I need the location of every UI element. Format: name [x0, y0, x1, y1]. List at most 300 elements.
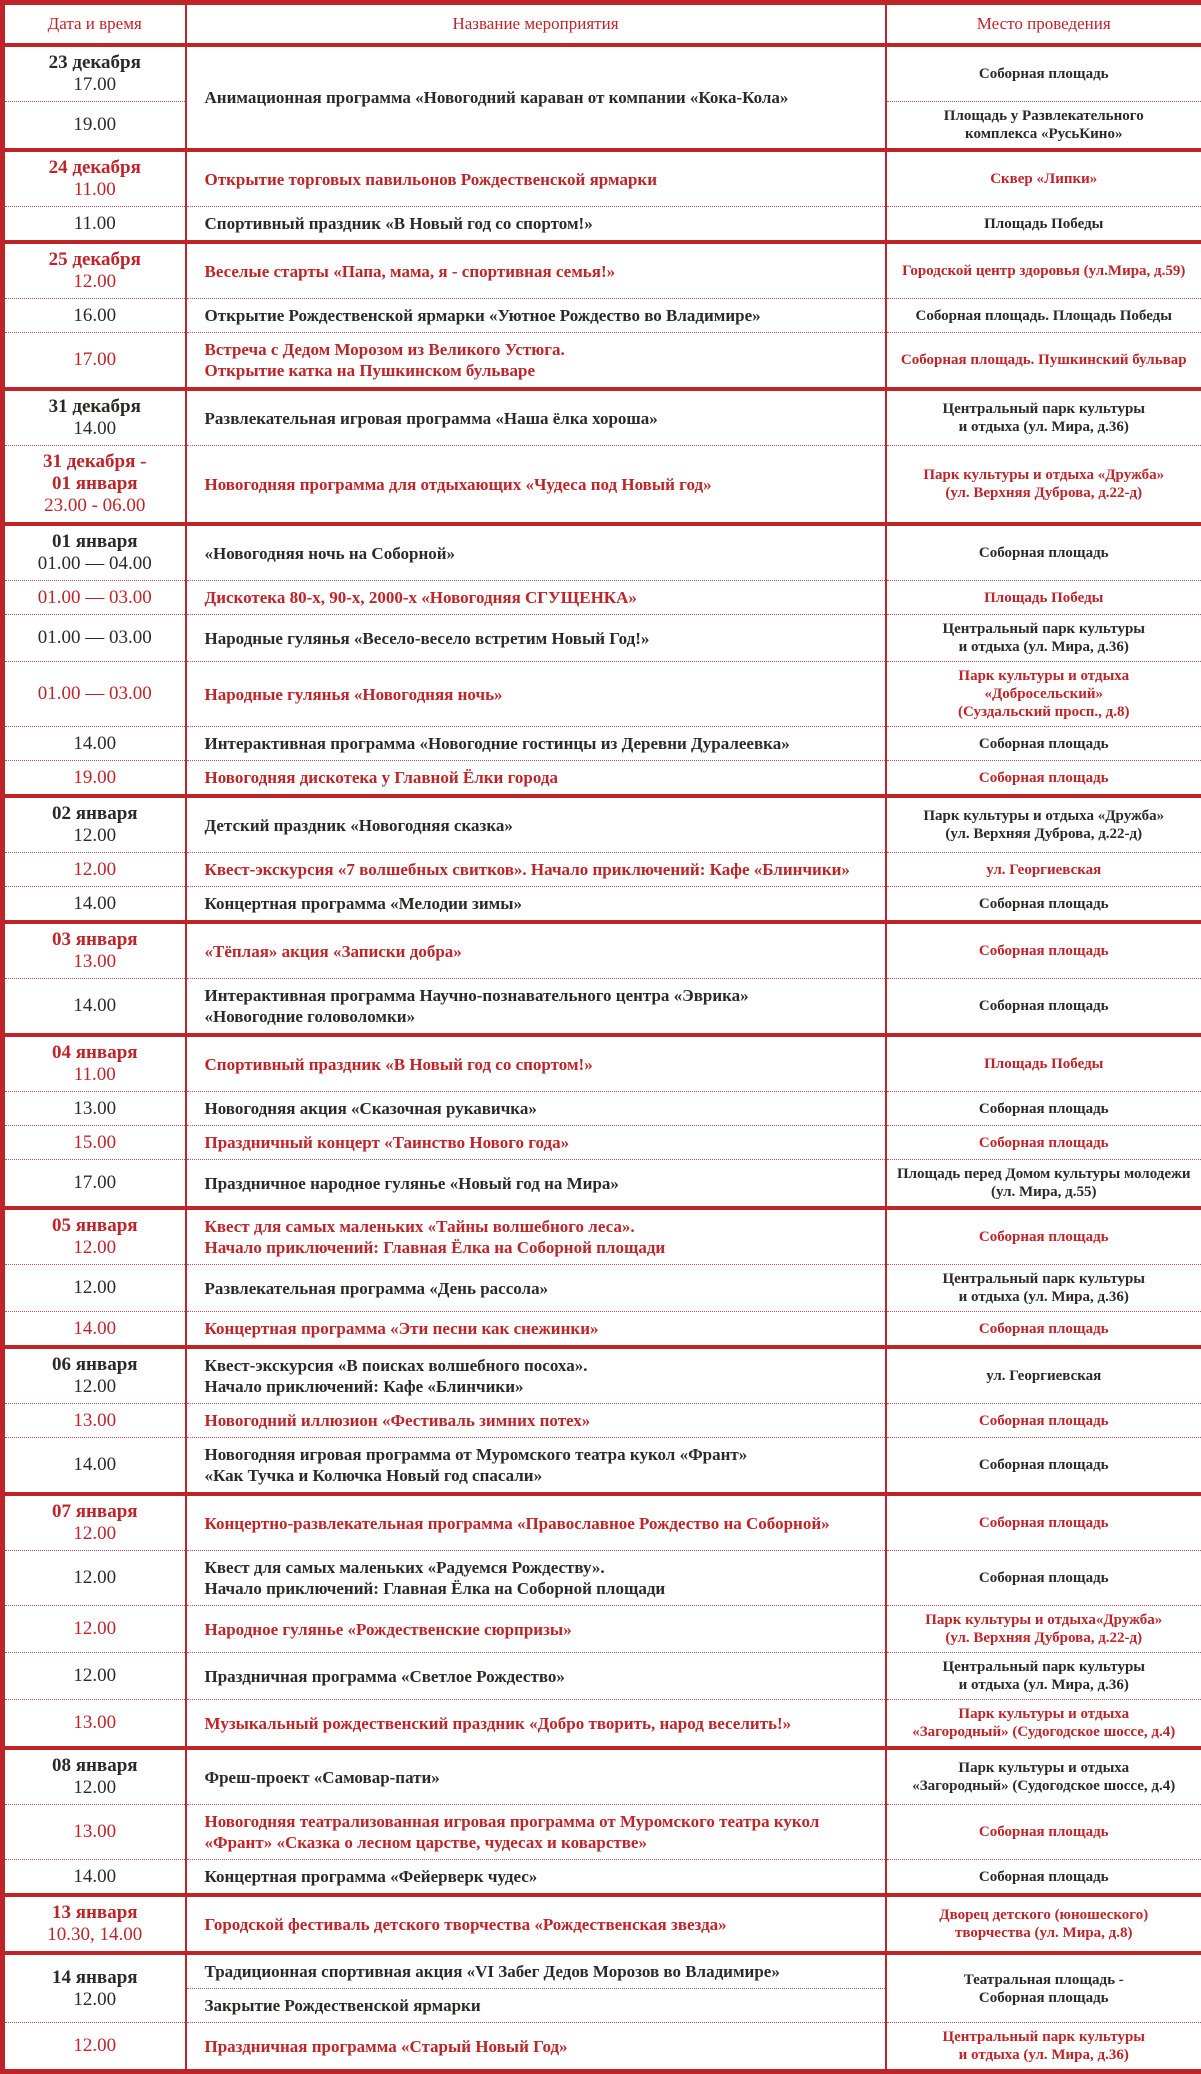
venue-name: Соборная площадь — [895, 1868, 1194, 1886]
date-time-cell — [3, 1700, 186, 1749]
table-row — [3, 887, 1201, 923]
venue-name: Соборная площадь — [895, 942, 1194, 960]
venue-cell — [886, 1035, 1201, 1092]
date-time-cell — [3, 1035, 186, 1092]
event-name: Квест-экскурсия «В поисках волшебного посоха». Начало приключений: Кафе «Блинчики» — [205, 1355, 875, 1397]
day-group — [3, 1035, 1201, 1208]
header-row — [3, 3, 1201, 46]
event-name: Открытие торговых павильонов Рождественской ярмарки — [205, 169, 875, 190]
date-time-cell — [3, 242, 186, 299]
date-time-cell — [3, 1265, 186, 1312]
day-group — [3, 1208, 1201, 1347]
table-row — [3, 979, 1201, 1036]
day-group — [3, 1895, 1201, 1953]
event-name: Фреш-проект «Самовар-пати» — [205, 1767, 875, 1788]
table-row — [3, 662, 1201, 727]
event-name: Новогодняя дискотека у Главной Ёлки города — [205, 767, 875, 788]
event-name-cell — [186, 1989, 886, 2023]
table-row — [3, 1126, 1201, 1160]
event-name-cell — [186, 333, 886, 390]
date-time-cell — [3, 1404, 186, 1438]
date-time-cell — [3, 333, 186, 390]
event-name: Открытие Рождественской ярмарки «Уютное Рождество во Владимире» — [205, 305, 875, 326]
table-row — [3, 615, 1201, 662]
event-name-cell — [186, 1160, 886, 1209]
venue-name: Дворец детского (юношеского) творчества (ул. Мира, д.8) — [895, 1906, 1194, 1942]
table-row — [3, 333, 1201, 390]
date-time-cell — [3, 1160, 186, 1209]
day-group — [3, 1748, 1201, 1895]
event-name: Традиционная спортивная акция «VI Забег Дедов Морозов во Владимире» — [205, 1961, 875, 1982]
table-row — [3, 1606, 1201, 1653]
event-name-cell — [186, 1895, 886, 1953]
event-name-cell — [186, 1092, 886, 1126]
venue-name: Соборная площадь — [895, 997, 1194, 1015]
event-name-cell — [186, 1953, 886, 1989]
event-name-cell — [186, 45, 886, 150]
time-label: 01.00 — 03.00 — [9, 683, 181, 705]
date-time-cell — [3, 299, 186, 333]
date-time-cell — [3, 922, 186, 979]
event-name-cell — [186, 1860, 886, 1896]
table-row — [3, 1404, 1201, 1438]
table-row — [3, 2023, 1201, 2072]
time-label: 12.00 — [9, 1618, 181, 1640]
table-row — [3, 1160, 1201, 1209]
venue-name: Соборная площадь — [895, 1514, 1194, 1532]
date-label: 01 января — [9, 531, 181, 553]
venue-name: Площадь Победы — [895, 1055, 1194, 1073]
table-row — [3, 1953, 1201, 1989]
event-name-cell — [186, 887, 886, 923]
venue-name: Центральный парк культуры и отдыха (ул. Мира, д.36) — [895, 1270, 1194, 1306]
date-time-cell — [3, 45, 186, 102]
event-name: Городской фестиваль детского творчества «Рождественская звезда» — [205, 1914, 875, 1935]
event-name: Анимационная программа «Новогодний караван от компании «Кока-Кола» — [205, 87, 875, 108]
date-time-cell — [3, 727, 186, 761]
table-row — [3, 1347, 1201, 1404]
time-label: 12.00 — [9, 1665, 181, 1687]
time-label: 12.00 — [9, 1376, 181, 1398]
venue-cell — [886, 761, 1201, 797]
venue-cell — [886, 1953, 1201, 2023]
date-time-cell — [3, 615, 186, 662]
day-group — [3, 1494, 1201, 1748]
event-name: Детский праздник «Новогодняя сказка» — [205, 815, 875, 836]
venue-name: Соборная площадь — [895, 1100, 1194, 1118]
date-time-cell — [3, 1494, 186, 1551]
venue-name: Городской центр здоровья (ул.Мира, д.59) — [895, 262, 1194, 280]
venue-cell — [886, 887, 1201, 923]
event-name-cell — [186, 796, 886, 853]
time-label: 14.00 — [9, 1454, 181, 1476]
venue-cell — [886, 1860, 1201, 1896]
venue-name: Соборная площадь — [895, 1569, 1194, 1587]
event-name-cell — [186, 1208, 886, 1265]
venue-cell — [886, 389, 1201, 446]
event-name-cell — [186, 389, 886, 446]
event-name-cell — [186, 1494, 886, 1551]
time-label: 11.00 — [9, 1064, 181, 1086]
event-name: Новогодняя театрализованная игровая программа от Муромского театра кукол «Франт» «Сказка о лесном царстве, чудесах и коварстве» — [205, 1811, 875, 1853]
table-row — [3, 922, 1201, 979]
table-row — [3, 1805, 1201, 1860]
table-row — [3, 446, 1201, 525]
venue-cell — [886, 1895, 1201, 1953]
date-label: 04 января — [9, 1042, 181, 1064]
date-time-cell — [3, 389, 186, 446]
time-label: 13.00 — [9, 951, 181, 973]
event-name-cell — [186, 615, 886, 662]
venue-cell — [886, 979, 1201, 1036]
venue-name: Соборная площадь — [895, 1228, 1194, 1246]
venue-name: Парк культуры и отдыха «Загородный» (Судогодское шоссе, д.4) — [895, 1759, 1194, 1795]
event-name: Народное гулянье «Рождественские сюрпризы» — [205, 1619, 875, 1640]
event-name-cell — [186, 1748, 886, 1805]
event-name-cell — [186, 922, 886, 979]
table-row — [3, 1438, 1201, 1495]
time-label: 12.00 — [9, 1989, 181, 2011]
venue-name: Соборная площадь. Пушкинский бульвар — [895, 351, 1194, 369]
time-label: 12.00 — [9, 2035, 181, 2057]
venue-cell — [886, 150, 1201, 207]
table-row — [3, 1035, 1201, 1092]
col-header-event-name: Название мероприятия — [186, 3, 886, 46]
venue-cell — [886, 922, 1201, 979]
venue-name: Соборная площадь — [895, 735, 1194, 753]
event-name-cell — [186, 1551, 886, 1606]
event-name-cell — [186, 446, 886, 525]
event-name: Новогодняя игровая программа от Муромского театра кукол «Франт» «Как Тучка и Колючка Новый год спасали» — [205, 1444, 875, 1486]
venue-cell — [886, 662, 1201, 727]
event-name: Квест-экскурсия «7 волшебных свитков». Начало приключений: Кафе «Блинчики» — [205, 859, 875, 880]
table-row — [3, 1551, 1201, 1606]
time-label: 19.00 — [9, 114, 181, 136]
time-label: 01.00 — 03.00 — [9, 587, 181, 609]
event-name-cell — [186, 1347, 886, 1404]
event-name: Закрытие Рождественской ярмарки — [205, 1995, 875, 2016]
venue-name: Центральный парк культуры и отдыха (ул. Мира, д.36) — [895, 620, 1194, 656]
venue-cell — [886, 102, 1201, 151]
venue-cell — [886, 207, 1201, 243]
table-row — [3, 1494, 1201, 1551]
day-group — [3, 1347, 1201, 1494]
col-header-date-time: Дата и время — [3, 3, 186, 46]
date-time-cell — [3, 1606, 186, 1653]
time-label: 13.00 — [9, 1098, 181, 1120]
date-time-cell — [3, 1438, 186, 1495]
event-name: Концертная программа «Эти песни как снежинки» — [205, 1318, 875, 1339]
time-label: 14.00 — [9, 733, 181, 755]
date-label: 05 января — [9, 1215, 181, 1237]
day-group — [3, 524, 1201, 796]
date-time-cell — [3, 853, 186, 887]
time-label: 12.00 — [9, 859, 181, 881]
event-name: Интерактивная программа «Новогодние гостинцы из Деревни Дуралеевка» — [205, 733, 875, 754]
table-row — [3, 581, 1201, 615]
date-label: 13 января — [9, 1902, 181, 1924]
event-name: Спортивный праздник «В Новый год со спортом!» — [205, 1054, 875, 1075]
day-group — [3, 389, 1201, 524]
event-name-cell — [186, 1312, 886, 1348]
venue-cell — [886, 1092, 1201, 1126]
date-time-cell — [3, 524, 186, 581]
time-label: 14.00 — [9, 995, 181, 1017]
time-label: 16.00 — [9, 305, 181, 327]
event-name: Народные гулянья «Новогодняя ночь» — [205, 684, 875, 705]
venue-cell — [886, 1404, 1201, 1438]
date-time-cell — [3, 887, 186, 923]
time-label: 14.00 — [9, 893, 181, 915]
date-label: 08 января — [9, 1755, 181, 1777]
venue-name: Соборная площадь — [895, 1134, 1194, 1152]
venue-cell — [886, 1160, 1201, 1209]
time-label: 14.00 — [9, 418, 181, 440]
venue-name: Центральный парк культуры и отдыха (ул. Мира, д.36) — [895, 2028, 1194, 2064]
venue-name: Соборная площадь — [895, 1412, 1194, 1430]
date-label: 23 декабря — [9, 52, 181, 74]
venue-cell — [886, 1494, 1201, 1551]
venue-cell — [886, 45, 1201, 102]
venue-cell — [886, 1700, 1201, 1749]
event-name-cell — [186, 150, 886, 207]
venue-cell — [886, 1653, 1201, 1700]
table-row — [3, 389, 1201, 446]
table-row — [3, 150, 1201, 207]
venue-cell — [886, 1551, 1201, 1606]
event-name: Концертная программа «Мелодии зимы» — [205, 893, 875, 914]
venue-name: Сквер «Липки» — [895, 170, 1194, 188]
date-time-cell — [3, 2023, 186, 2072]
table-row — [3, 1653, 1201, 1700]
event-name: Новогодняя акция «Сказочная рукавичка» — [205, 1098, 875, 1119]
event-name-cell — [186, 1265, 886, 1312]
event-name: Квест для самых маленьких «Радуемся Рождеству». Начало приключений: Главная Ёлка на Соборной площади — [205, 1557, 875, 1599]
venue-name: Площадь у Развлекательного комплекса «РусьКино» — [895, 107, 1194, 143]
venue-cell — [886, 1805, 1201, 1860]
venue-cell — [886, 1438, 1201, 1495]
time-label: 12.00 — [9, 1237, 181, 1259]
venue-cell — [886, 1126, 1201, 1160]
venue-cell — [886, 333, 1201, 390]
event-name-cell — [186, 979, 886, 1036]
event-name: Праздничное народное гулянье «Новый год на Мира» — [205, 1173, 875, 1194]
venue-name: Площадь перед Домом культуры молодежи (ул. Мира, д.55) — [895, 1165, 1194, 1201]
event-name: Народные гулянья «Весело-весело встретим Новый Год!» — [205, 628, 875, 649]
table-header — [3, 3, 1201, 46]
time-label: 01.00 — 03.00 — [9, 627, 181, 649]
venue-name: Парк культуры и отдыха«Дружба» (ул. Верхняя Дуброва, д.22-д) — [895, 1611, 1194, 1647]
date-time-cell — [3, 761, 186, 797]
date-time-cell — [3, 207, 186, 243]
table-row — [3, 761, 1201, 797]
venue-cell — [886, 853, 1201, 887]
venue-cell — [886, 1208, 1201, 1265]
date-label: 24 декабря — [9, 157, 181, 179]
event-name: Концертно-развлекательная программа «Православное Рождество на Соборной» — [205, 1513, 875, 1534]
event-name: Интерактивная программа Научно-познавательного центра «Эврика» «Новогодние головоломки» — [205, 985, 875, 1027]
venue-cell — [886, 1748, 1201, 1805]
date-time-cell — [3, 979, 186, 1036]
table-row — [3, 1748, 1201, 1805]
event-name: Праздничный концерт «Таинство Нового года» — [205, 1132, 875, 1153]
table-row — [3, 524, 1201, 581]
venue-name: Парк культуры и отдыха «Добросельский» (Суздальский просп., д.8) — [895, 667, 1194, 721]
time-label: 11.00 — [9, 179, 181, 201]
venue-name: Соборная площадь — [895, 1320, 1194, 1338]
event-name: Концертная программа «Фейерверк чудес» — [205, 1866, 875, 1887]
event-name-cell — [186, 1126, 886, 1160]
event-name-cell — [186, 1438, 886, 1495]
event-name-cell — [186, 581, 886, 615]
day-group — [3, 796, 1201, 922]
date-label: 31 декабря - 01 января — [9, 451, 181, 495]
event-name-cell — [186, 207, 886, 243]
event-name: Развлекательная игровая программа «Наша ёлка хороша» — [205, 408, 875, 429]
venue-cell — [886, 727, 1201, 761]
day-group — [3, 1953, 1201, 2072]
event-name-cell — [186, 242, 886, 299]
event-name: Музыкальный рождественский праздник «Добро творить, народ веселить!» — [205, 1713, 875, 1734]
table-row — [3, 1895, 1201, 1953]
event-name: «Тёплая» акция «Записки добра» — [205, 941, 875, 962]
time-label: 13.00 — [9, 1410, 181, 1432]
date-time-cell — [3, 581, 186, 615]
venue-cell — [886, 796, 1201, 853]
event-name: Праздничная программа «Светлое Рождество» — [205, 1666, 875, 1687]
venue-name: Центральный парк культуры и отдыха (ул. Мира, д.36) — [895, 1658, 1194, 1694]
date-label: 06 января — [9, 1354, 181, 1376]
table-row — [3, 207, 1201, 243]
table-row — [3, 299, 1201, 333]
venue-name: Соборная площадь — [895, 769, 1194, 787]
date-label: 14 января — [9, 1967, 181, 1989]
table-row — [3, 727, 1201, 761]
event-name: Квест для самых маленьких «Тайны волшебного леса». Начало приключений: Главная Ёлка на Соборной площади — [205, 1216, 875, 1258]
day-group — [3, 45, 1201, 150]
venue-cell — [886, 524, 1201, 581]
time-label: 01.00 — 04.00 — [9, 553, 181, 575]
time-label: 19.00 — [9, 767, 181, 789]
time-label: 11.00 — [9, 213, 181, 235]
event-name: Новогодний иллюзион «Фестиваль зимних потех» — [205, 1410, 875, 1431]
event-name: Развлекательная программа «День рассола» — [205, 1278, 875, 1299]
time-label: 13.00 — [9, 1821, 181, 1843]
table-row — [3, 1312, 1201, 1348]
venue-cell — [886, 299, 1201, 333]
date-label: 07 января — [9, 1501, 181, 1523]
time-label: 13.00 — [9, 1712, 181, 1734]
col-header-venue: Место проведения — [886, 3, 1201, 46]
time-label: 17.00 — [9, 74, 181, 96]
time-label: 10.30, 14.00 — [9, 1924, 181, 1946]
time-label: 12.00 — [9, 1277, 181, 1299]
event-name-cell — [186, 1035, 886, 1092]
venue-cell — [886, 581, 1201, 615]
event-name-cell — [186, 853, 886, 887]
date-time-cell — [3, 1860, 186, 1896]
venue-cell — [886, 1606, 1201, 1653]
event-name-cell — [186, 727, 886, 761]
date-label: 03 января — [9, 929, 181, 951]
date-time-cell — [3, 446, 186, 525]
table-row — [3, 45, 1201, 102]
date-time-cell — [3, 150, 186, 207]
event-name: Праздничная программа «Старый Новый Год» — [205, 2036, 875, 2057]
date-time-cell — [3, 1347, 186, 1404]
day-group — [3, 150, 1201, 242]
table-row — [3, 1208, 1201, 1265]
event-name-cell — [186, 662, 886, 727]
event-name: «Новогодняя ночь на Соборной» — [205, 543, 875, 564]
event-name-cell — [186, 1653, 886, 1700]
venue-cell — [886, 1265, 1201, 1312]
time-label: 12.00 — [9, 271, 181, 293]
table-row — [3, 1860, 1201, 1896]
event-name-cell — [186, 299, 886, 333]
venue-name: Парк культуры и отдыха «Загородный» (Судогодское шоссе, д.4) — [895, 1705, 1194, 1741]
venue-cell — [886, 615, 1201, 662]
table-row — [3, 1092, 1201, 1126]
time-label: 12.00 — [9, 1523, 181, 1545]
event-name-cell — [186, 761, 886, 797]
event-name: Встреча с Дедом Морозом из Великого Устюга. Открытие катка на Пушкинском бульваре — [205, 339, 875, 381]
date-label: 31 декабря — [9, 396, 181, 418]
time-label: 14.00 — [9, 1318, 181, 1340]
event-name-cell — [186, 1700, 886, 1749]
event-name-cell — [186, 524, 886, 581]
venue-name: Центральный парк культуры и отдыха (ул. Мира, д.36) — [895, 400, 1194, 436]
day-group — [3, 242, 1201, 389]
time-label: 12.00 — [9, 1567, 181, 1589]
time-label: 12.00 — [9, 1777, 181, 1799]
venue-cell — [886, 446, 1201, 525]
event-name: Спортивный праздник «В Новый год со спортом!» — [205, 213, 875, 234]
date-time-cell — [3, 1551, 186, 1606]
time-label: 23.00 - 06.00 — [9, 495, 181, 517]
date-time-cell — [3, 1126, 186, 1160]
date-label: 25 декабря — [9, 249, 181, 271]
event-name: Дискотека 80-х, 90-х, 2000-х «Новогодняя СГУЩЕНКА» — [205, 587, 875, 608]
venue-name: Соборная площадь — [895, 1456, 1194, 1474]
date-time-cell — [3, 1953, 186, 2023]
time-label: 17.00 — [9, 1172, 181, 1194]
date-label: 02 января — [9, 803, 181, 825]
table-row — [3, 1700, 1201, 1749]
venue-name: Площадь Победы — [895, 215, 1194, 233]
date-time-cell — [3, 1748, 186, 1805]
venue-name: Соборная площадь. Площадь Победы — [895, 307, 1194, 325]
venue-cell — [886, 2023, 1201, 2072]
date-time-cell — [3, 662, 186, 727]
venue-name: Соборная площадь — [895, 65, 1194, 83]
event-name: Новогодняя программа для отдыхающих «Чудеса под Новый год» — [205, 474, 875, 495]
venue-name: Соборная площадь — [895, 895, 1194, 913]
event-name-cell — [186, 2023, 886, 2072]
event-name-cell — [186, 1606, 886, 1653]
venue-name: Соборная площадь — [895, 1823, 1194, 1841]
date-time-cell — [3, 1805, 186, 1860]
event-name: Веселые старты «Папа, мама, я - спортивная семья!» — [205, 261, 875, 282]
time-label: 17.00 — [9, 349, 181, 371]
venue-name: Соборная площадь — [895, 544, 1194, 562]
event-name-cell — [186, 1404, 886, 1438]
table-row — [3, 1265, 1201, 1312]
time-label: 12.00 — [9, 825, 181, 847]
venue-name: Парк культуры и отдыха «Дружба» (ул. Верхняя Дуброва, д.22-д) — [895, 466, 1194, 502]
date-time-cell — [3, 796, 186, 853]
event-name-cell — [186, 1805, 886, 1860]
